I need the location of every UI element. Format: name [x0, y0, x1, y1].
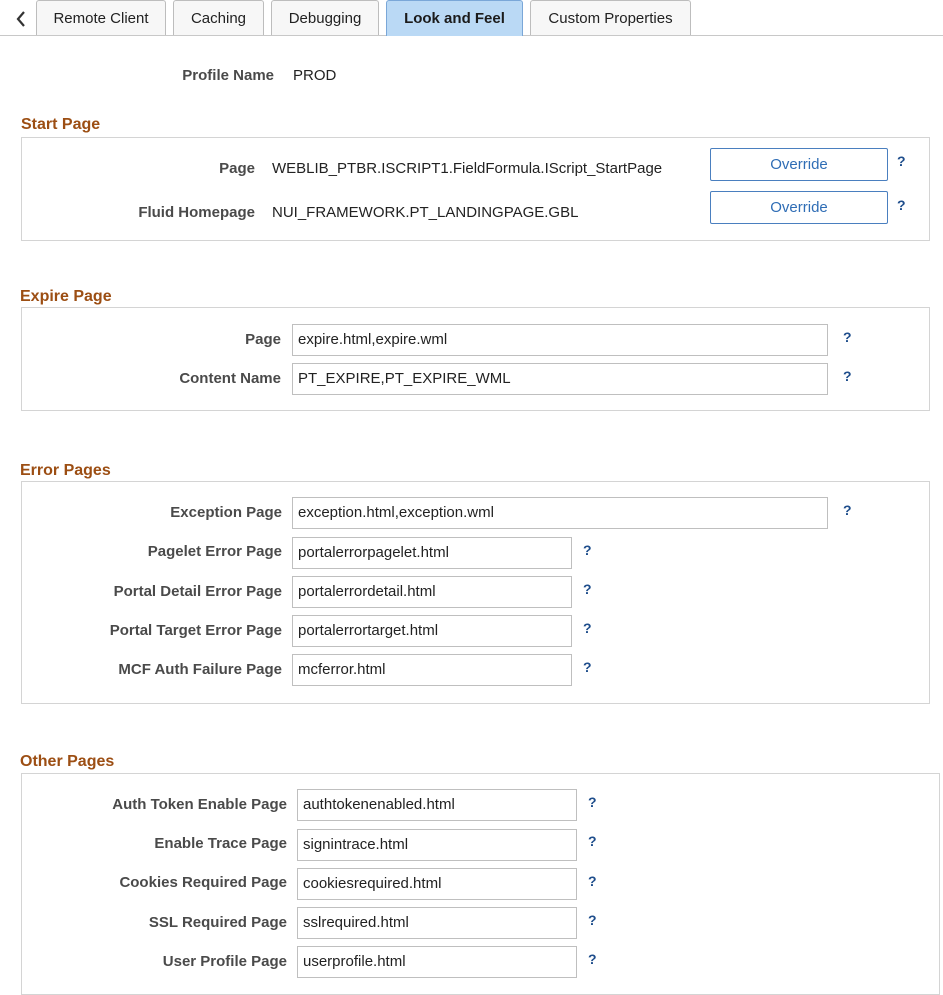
mcf-auth-failure-page-label: MCF Auth Failure Page [118, 661, 282, 678]
ssl-required-page-help-icon[interactable]: ? [588, 912, 597, 928]
portal-target-error-page-help-icon[interactable]: ? [583, 620, 592, 636]
start-page-label: Page [219, 160, 255, 177]
expire-page-title: Expire Page [20, 288, 112, 305]
chevron-left-icon[interactable] [12, 8, 30, 30]
mcf-auth-failure-page-input[interactable]: mcferror.html [292, 654, 572, 686]
fluid-homepage-value: NUI_FRAMEWORK.PT_LANDINGPAGE.GBL [272, 204, 579, 221]
tab-look-and-feel[interactable]: Look and Feel [386, 0, 523, 36]
fluid-homepage-override-button[interactable]: Override [710, 191, 888, 224]
enable-trace-page-help-icon[interactable]: ? [588, 833, 597, 849]
other-pages-title: Other Pages [20, 753, 115, 770]
enable-trace-page-input[interactable]: signintrace.html [297, 829, 577, 861]
tab-custom-properties[interactable]: Custom Properties [530, 0, 691, 35]
user-profile-page-input[interactable]: userprofile.html [297, 946, 577, 978]
profile-name-label: Profile Name [182, 67, 274, 84]
portal-detail-error-page-label: Portal Detail Error Page [113, 583, 282, 600]
exception-page-label: Exception Page [170, 504, 282, 521]
expire-page-label: Page [245, 331, 281, 348]
tab-remote-client[interactable]: Remote Client [36, 0, 166, 35]
portal-detail-error-page-help-icon[interactable]: ? [583, 581, 592, 597]
expire-page-help-icon[interactable]: ? [843, 329, 852, 345]
exception-page-help-icon[interactable]: ? [843, 502, 852, 518]
content-name-input[interactable]: PT_EXPIRE,PT_EXPIRE_WML [292, 363, 828, 395]
tab-caching[interactable]: Caching [173, 0, 264, 35]
user-profile-page-label: User Profile Page [162, 953, 287, 970]
user-profile-page-help-icon[interactable]: ? [588, 951, 597, 967]
portal-target-error-page-label: Portal Target Error Page [109, 622, 282, 639]
fluid-homepage-label: Fluid Homepage [138, 204, 255, 221]
enable-trace-page-label: Enable Trace Page [154, 835, 287, 852]
content-name-label: Content Name [179, 370, 281, 387]
mcf-auth-failure-page-help-icon[interactable]: ? [583, 659, 592, 675]
expire-page-group [21, 307, 930, 411]
cookies-required-page-help-icon[interactable]: ? [588, 873, 597, 889]
expire-page-input[interactable]: expire.html,expire.wml [292, 324, 828, 356]
start-page-title: Start Page [21, 116, 101, 133]
content-name-help-icon[interactable]: ? [843, 368, 852, 384]
ssl-required-page-label: SSL Required Page [148, 914, 287, 931]
pagelet-error-page-input[interactable]: portalerrorpagelet.html [292, 537, 572, 569]
auth-token-enable-page-help-icon[interactable]: ? [588, 794, 597, 810]
exception-page-input[interactable]: exception.html,exception.wml [292, 497, 828, 529]
start-page-value: WEBLIB_PTBR.ISCRIPT1.FieldFormula.IScript_StartPage [272, 160, 663, 177]
auth-token-enable-page-label: Auth Token Enable Page [112, 796, 287, 813]
start-page-help-icon[interactable]: ? [897, 153, 906, 169]
tab-debugging[interactable]: Debugging [271, 0, 379, 35]
auth-token-enable-page-input[interactable]: authtokenenabled.html [297, 789, 577, 821]
ssl-required-page-input[interactable]: sslrequired.html [297, 907, 577, 939]
pagelet-error-page-label: Pagelet Error Page [147, 543, 282, 560]
fluid-homepage-help-icon[interactable]: ? [897, 197, 906, 213]
error-pages-title: Error Pages [20, 462, 111, 479]
portal-target-error-page-input[interactable]: portalerrortarget.html [292, 615, 572, 647]
cookies-required-page-label: Cookies Required Page [119, 874, 287, 891]
start-page-override-button[interactable]: Override [710, 148, 888, 181]
portal-detail-error-page-input[interactable]: portalerrordetail.html [292, 576, 572, 608]
pagelet-error-page-help-icon[interactable]: ? [583, 542, 592, 558]
profile-name-value: PROD [293, 67, 337, 84]
cookies-required-page-input[interactable]: cookiesrequired.html [297, 868, 577, 900]
